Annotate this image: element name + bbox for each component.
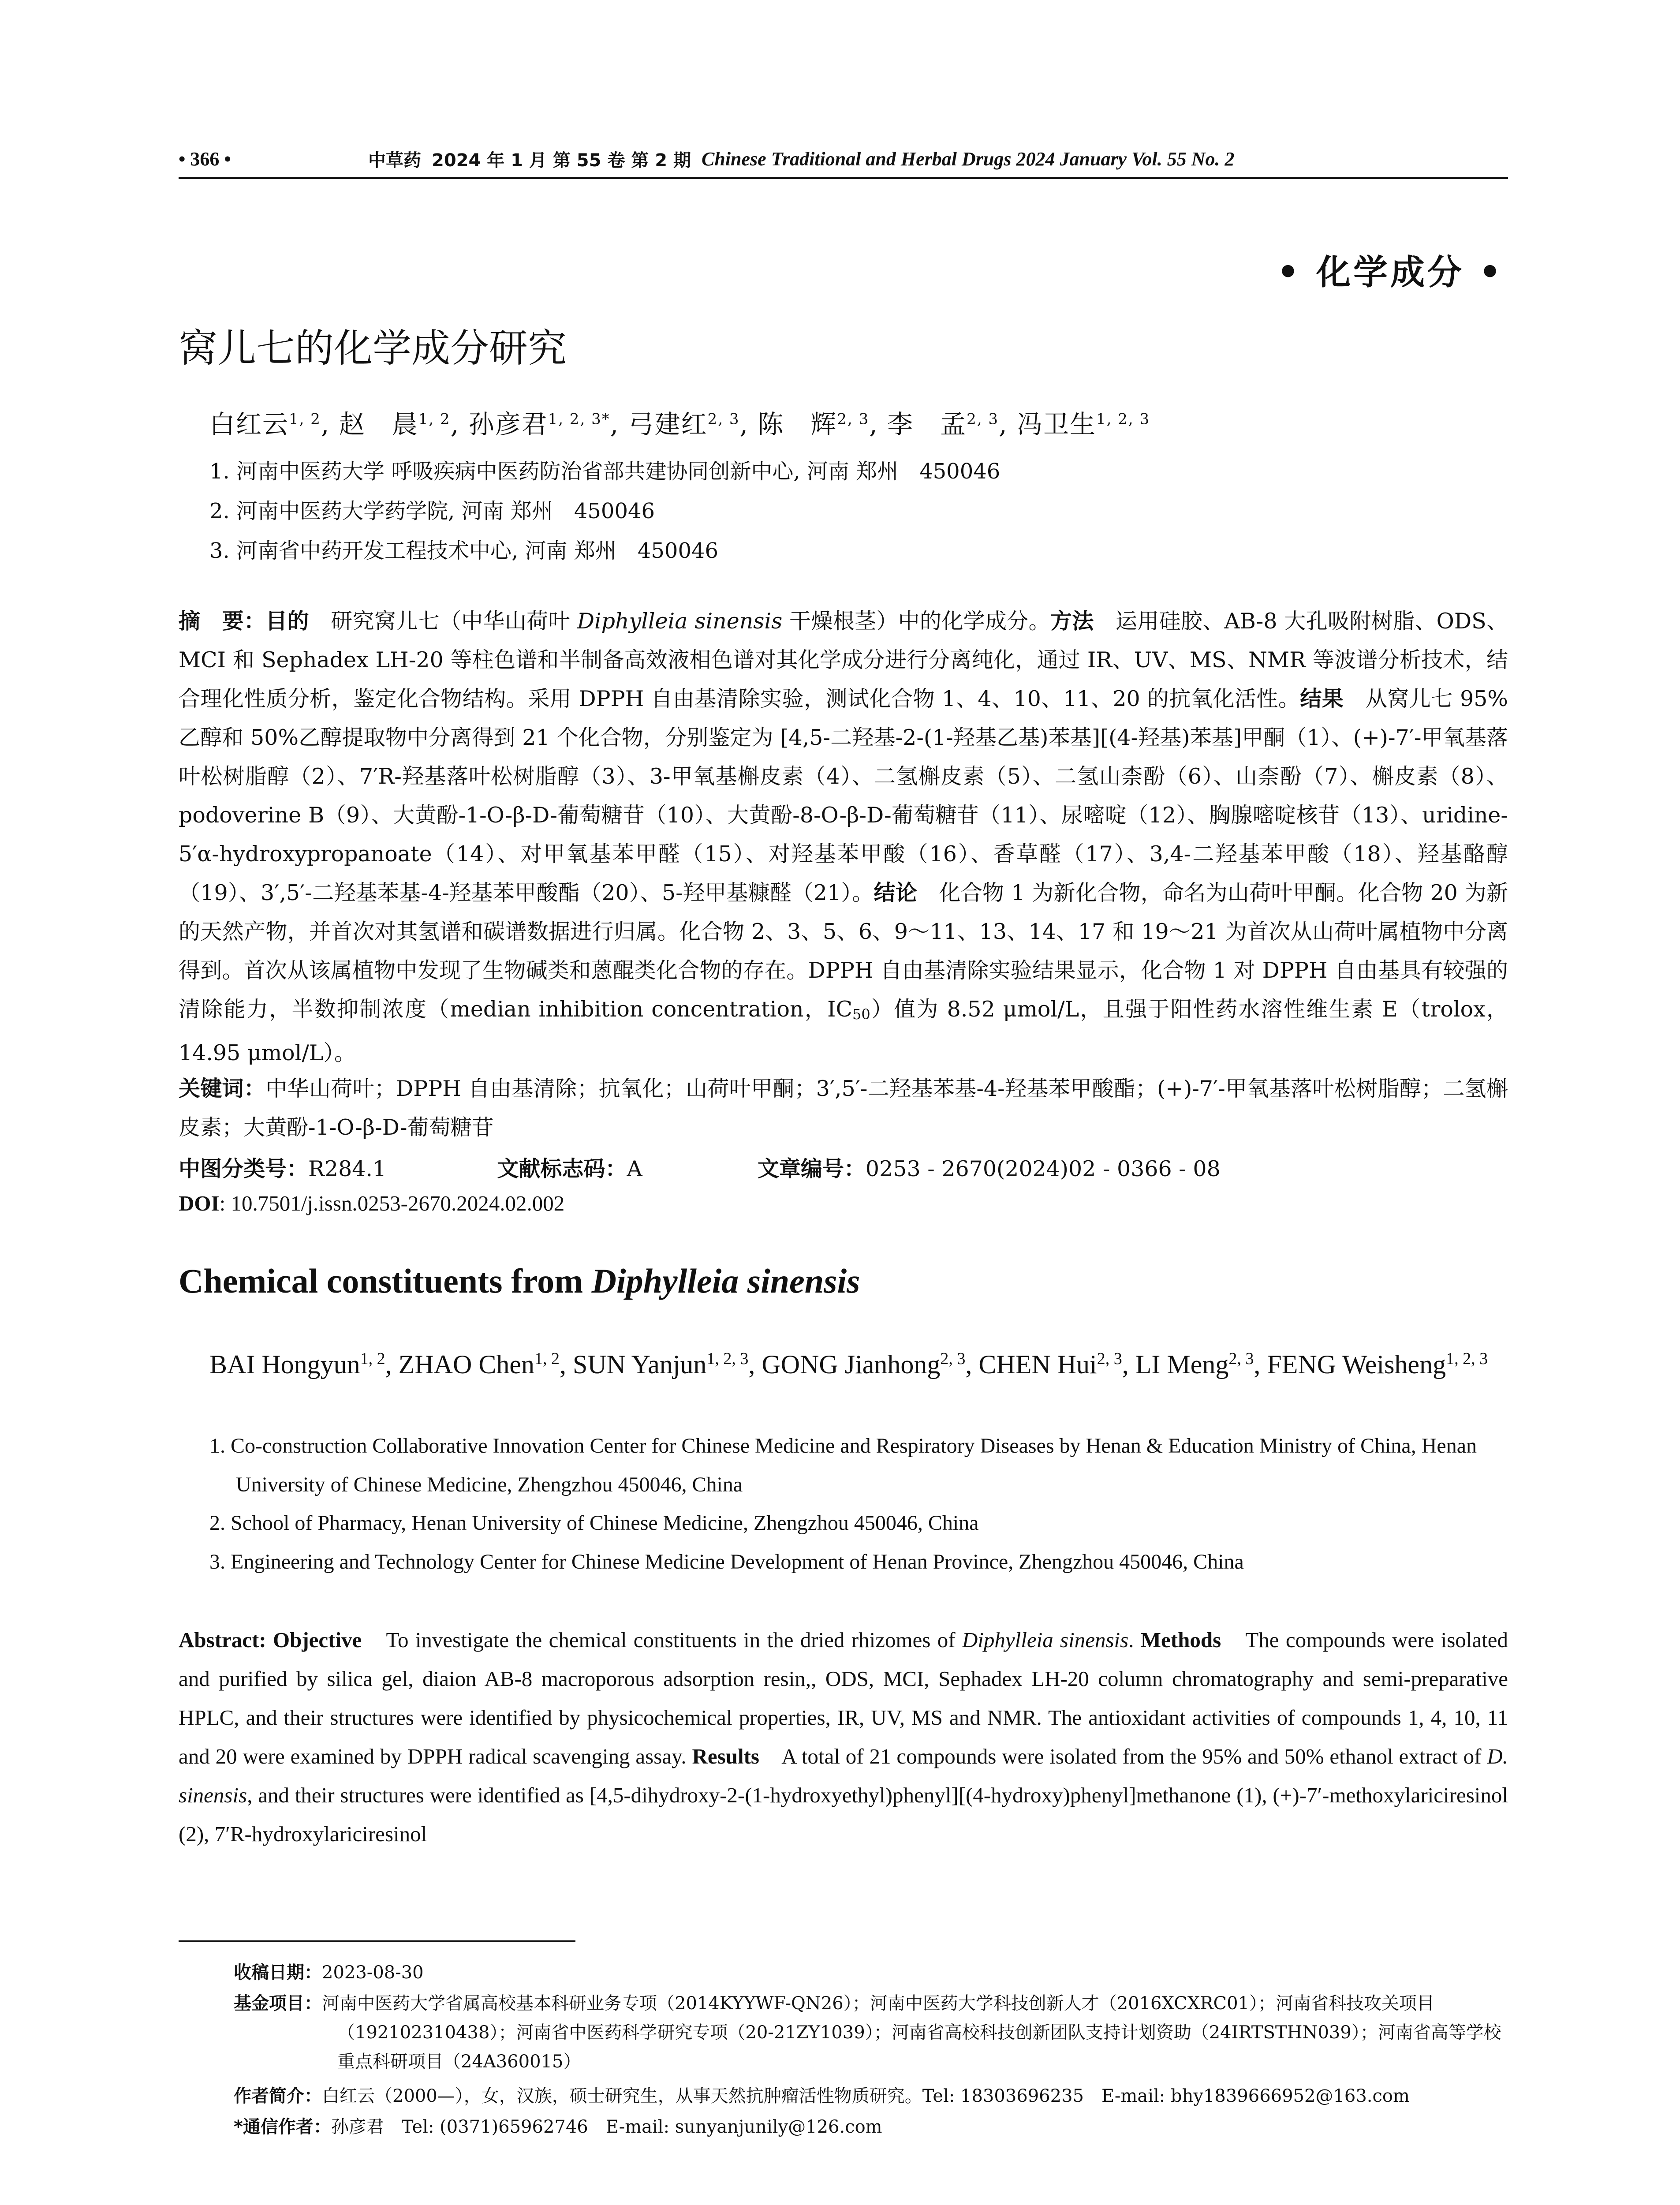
results-label: 结果 bbox=[1300, 686, 1344, 711]
abstract-en bbox=[179, 1621, 1508, 1854]
author-name-en: BAI Hongyun bbox=[209, 1350, 360, 1379]
corresponding-label: *通信作者： bbox=[234, 2117, 331, 2137]
abstract-en-label: Abstract: bbox=[179, 1628, 266, 1652]
bio-label: 作者简介： bbox=[234, 2086, 322, 2106]
bio-value: 白红云（2000—），女，汉族，硕士研究生，从事天然抗肿瘤活性物质研究。Tel: 18303696235 E-mail: bhy1839666952@163.com bbox=[322, 2086, 1410, 2106]
author-name: 孙彦君 bbox=[468, 409, 548, 439]
doc-code-label: 文献标志码： bbox=[497, 1156, 627, 1181]
doi-value: : 10.7501/j.issn.0253-2670.2024.02.002 bbox=[219, 1191, 565, 1215]
results-en-text-end: , and their structures were identified as [4,5-dihydroxy-2-(1-hydroxyethyl)phenyl][(4-hydroxy)phenyl]methanone (1), (+)-7′-methoxylariciresinol (2), 7′R-hydroxylariciresinol bbox=[179, 1783, 1508, 1846]
keywords-label: 关键词： bbox=[179, 1076, 266, 1101]
issue-cn: 2024 年 1 月 第 55 卷 第 2 期 bbox=[432, 150, 691, 171]
title-cn: 窝儿七的化学成分研究 bbox=[179, 325, 567, 371]
objective-en-end: . bbox=[1128, 1628, 1141, 1652]
author-aff: 2, 3 bbox=[707, 410, 740, 428]
abstract-cn-label: 摘 要： bbox=[179, 609, 266, 634]
author-aff-en: 2, 3 bbox=[940, 1349, 966, 1368]
journal-name-cn: 中草药 bbox=[368, 150, 421, 171]
affiliation-en-3: 3. Engineering and Technology Center for Chinese Medicine Development of Henan Province, Zhengzhou 450046, China bbox=[209, 1550, 1244, 1573]
received-value: 2023-08-30 bbox=[322, 1962, 424, 1983]
species-name: Diphylleia sinensis bbox=[577, 609, 783, 634]
author-name: 弓建红 bbox=[628, 409, 708, 439]
author-aff: 1, 2, 3 bbox=[1096, 410, 1150, 428]
author-aff-en: 1, 2 bbox=[534, 1349, 560, 1368]
results-text: 从窝儿七 95%乙醇和 50%乙醇提取物中分离得到 21 个化合物，分别鉴定为 [4,5-二羟基-2-(1-羟基乙基)苯基][(4-羟基)苯基]甲酮（1）、(+)-7′-甲氧基落叶松树脂醇（2）、7′R-羟基落叶松树脂醇（3）、3-甲氧基槲皮素（4）、二氢槲皮素（5）、二氢山柰酚（6）、山柰酚（7）、槲皮素（8）、podoverine B（9）、大黄酚-1-O-β-D-葡萄糖苷（10）、大黄酚-8-O-β-D-葡萄糖苷（11）、尿嘧啶（12）、胸腺嘧啶核苷（13）、uridine-5′α-hydroxypropanoate（14）、对甲氧基苯甲醛（15）、对羟基苯甲酸（16）、香草醛（17）、3,4-二羟基苯甲酸（18）、羟基酪醇（19）、3′,5′-二羟基苯基-4-羟基苯甲酸酯（20）、5-羟甲基糠醛（21）。 bbox=[179, 686, 1508, 905]
author-name: 李 孟 bbox=[887, 409, 967, 439]
section-tag: • 化学成分 • bbox=[1277, 253, 1504, 292]
author-name-en: LI Meng bbox=[1135, 1350, 1229, 1379]
authors-cn: 白红云$^{1, 2}$, 赵 晨$^{1, 2}$, 孙彦君$^{1, 2, 3*}$, 弓建红$^{2, 3}$, 陈 辉$^{2, 3}$, 李 孟$^{2, 3}$, 冯卫生$^{1, 2, 3}$ bbox=[209, 409, 1150, 439]
affiliation-cn-2: 2. 河南中医药大学药学院, 河南 郑州 450046 bbox=[209, 499, 655, 523]
objective-text-end: 干燥根茎）中的化学成分。 bbox=[782, 609, 1050, 634]
footnote-bio bbox=[234, 2082, 1508, 2111]
title-en bbox=[179, 1261, 860, 1301]
keywords-cn bbox=[179, 1069, 1508, 1147]
doi-label: DOI bbox=[179, 1191, 220, 1215]
footnote-rule bbox=[179, 1940, 575, 1942]
author-name-en: ZHAO Chen bbox=[398, 1350, 534, 1379]
objective-label: 目的 bbox=[265, 609, 309, 634]
authors-en: BAI Hongyun$^{1, 2}$, ZHAO Chen$^{1, 2}$, SUN Yanjun$^{1, 2, 3}$, GONG Jianhong$^{2, 3}$, CHEN Hui$^{2, 3}$, LI Meng$^{2, 3}$, FENG Weisheng$^{1, 2, 3}$ bbox=[209, 1349, 1488, 1379]
author-name-en: GONG Jianhong bbox=[762, 1350, 941, 1379]
affiliation-cn-3: 3. 河南省中药开发工程技术中心, 河南 郑州 450046 bbox=[209, 538, 719, 563]
author-name: 白红云 bbox=[209, 409, 289, 439]
header-rule bbox=[179, 177, 1508, 179]
author-aff-en: 1, 2 bbox=[360, 1349, 385, 1368]
clc-value: R284.1 bbox=[308, 1156, 387, 1181]
footnote-received bbox=[234, 1958, 1508, 1987]
author-aff: 1, 2 bbox=[289, 410, 321, 428]
author-aff-en: 2, 3 bbox=[1228, 1349, 1254, 1368]
article-no-value: 0253 - 2670(2024)02 - 0366 - 08 bbox=[865, 1156, 1221, 1181]
author-aff: 2, 3 bbox=[837, 410, 870, 428]
methods-en-text: The compounds were isolated and purified by silica gel, diaion AB-8 macroporous adsorption resin,, ODS, MCI, Sephadex LH-20 column chromatography and semi-preparative HPLC, and their structures were identified by physicochemical properties, IR, UV, MS and NMR. The antioxidant activities of compounds 1, 4, 10, 11 and 20 were examined by DPPH radical scavenging assay. bbox=[179, 1628, 1508, 1768]
article-no-label: 文章编号： bbox=[757, 1156, 866, 1181]
received-label: 收稿日期： bbox=[234, 1962, 322, 1983]
conclusion-text: 化合物 1 为新化合物，命名为山荷叶甲酮。化合物 20 为新的天然产物，并首次对其氢谱和碳谱数据进行归属。化合物 2、3、5、6、9～11、13、14、17 和 19～21 为首次从山荷叶属植物中分离得到。首次从该属植物中发现了生物碱类和蒽醌类化合物的存在。DPPH 自由基清除实验结果显示，化合物 1 对 DPPH 自由基具有较强的清除能力，半数抑制浓度（median inhibition concentration，IC bbox=[179, 880, 1508, 1022]
conclusion-text-end: ）值为 8.52 μmol/L，且强于阳性药水溶性维生素 E（trolox，14.95 μmol/L）。 bbox=[179, 997, 1508, 1065]
corresponding-value: 孙彦君 Tel: (0371)65962746 E-mail: sunyanjunily@126.com bbox=[331, 2117, 882, 2137]
author-aff-en: 2, 3 bbox=[1097, 1349, 1122, 1368]
conclusion-label: 结论 bbox=[874, 880, 918, 905]
author-name-en: CHEN Hui bbox=[978, 1350, 1097, 1379]
clc-label: 中图分类号： bbox=[179, 1156, 309, 1181]
author-name: 冯卫生 bbox=[1016, 409, 1096, 439]
footnote-corresponding bbox=[234, 2112, 1508, 2141]
keywords-text: 中华山荷叶；DPPH 自由基清除；抗氧化；山荷叶甲酮；3′,5′-二羟基苯基-4-羟基苯甲酸酯；(+)-7′-甲氧基落叶松树脂醇；二氢槲皮素；大黄酚-1-O-β-D-葡萄糖苷 bbox=[179, 1076, 1508, 1140]
methods-text: 运用硅胶、AB-8 大孔吸附树脂、ODS、MCI 和 Sephadex LH-20 等柱色谱和半制备高效液相色谱对其化学成分进行分离纯化，通过 IR、UV、MS、NMR 等波谱分析技术，结合理化性质分析，鉴定化合物结构。采用 DPPH 自由基清除实验，测试化合物 1、4、10、11、20 的抗氧化活性。 bbox=[179, 609, 1508, 711]
author-name-en: SUN Yanjun bbox=[572, 1350, 707, 1379]
objective-en-text: To investigate the chemical constituents in the dried rhizomes of bbox=[362, 1628, 962, 1652]
species-en: Diphylleia sinensis bbox=[962, 1628, 1129, 1652]
author-aff-en: 1, 2, 3 bbox=[706, 1349, 749, 1368]
objective-en-label: Objective bbox=[273, 1628, 362, 1652]
author-name: 陈 辉 bbox=[758, 409, 837, 439]
running-header bbox=[179, 141, 1508, 176]
results-en-label: Results bbox=[692, 1744, 759, 1768]
results-en-text: A total of 21 compounds were isolated from the 95% and 50% ethanol extract of bbox=[759, 1744, 1487, 1768]
affiliation-cn-1: 1. 河南中医药大学 呼吸疾病中医药防治省部共建协同创新中心, 河南 郑州 450046 bbox=[209, 459, 1001, 484]
author-aff-en: 1, 2, 3 bbox=[1446, 1349, 1488, 1368]
author-aff: 1, 2 bbox=[418, 410, 451, 428]
subscript: 50 bbox=[852, 1006, 870, 1023]
author-aff: 1, 2, 3* bbox=[548, 410, 610, 428]
fund-label: 基金项目： bbox=[234, 1993, 322, 2014]
issue-en: Chinese Traditional and Herbal Drugs 2024 January Vol. 55 No. 2 bbox=[702, 148, 1235, 170]
affiliation-en-1: 1. Co-construction Collaborative Innovation Center for Chinese Medicine and Respiratory Diseases by Henan & Education Ministry of China, Henan University of Chinese Medicine, Zhengzhou 450046, China bbox=[209, 1434, 1477, 1496]
title-en-species: Diphylleia sinensis bbox=[591, 1262, 860, 1300]
species-en-short: D. sinensis bbox=[179, 1744, 1508, 1807]
footnote-fund bbox=[234, 1989, 1508, 2076]
objective-text: 研究窝儿七（中华山荷叶 bbox=[309, 609, 577, 634]
methods-label: 方法 bbox=[1050, 609, 1094, 634]
author-name-en: FENG Weisheng bbox=[1267, 1350, 1446, 1379]
classification-line bbox=[179, 1152, 1221, 1183]
methods-en-label: Methods bbox=[1140, 1628, 1221, 1652]
fund-value: 河南中医药大学省属高校基本科研业务专项（2014KYYWF-QN26）；河南中医药大学科技创新人才（2016XCXRC01）；河南省科技攻关项目（192102310438）；河南省中医药科学研究专项（20-21ZY1039）；河南省高校科技创新团队支持计划资助（24IRTSTHN039）；河南省高等学校重点科研项目（24A360015） bbox=[322, 1993, 1501, 2072]
author-aff: 2, 3 bbox=[967, 410, 999, 428]
title-en-text: Chemical constituents from bbox=[179, 1262, 592, 1300]
doc-code-value: A bbox=[627, 1156, 642, 1181]
abstract-cn bbox=[179, 602, 1508, 1073]
author-name: 赵 晨 bbox=[339, 409, 418, 439]
doi-line bbox=[179, 1191, 564, 1216]
affiliation-en-2: 2. School of Pharmacy, Henan University of Chinese Medicine, Zhengzhou 450046, China bbox=[209, 1511, 979, 1535]
page-number: • 366 • bbox=[179, 148, 231, 170]
